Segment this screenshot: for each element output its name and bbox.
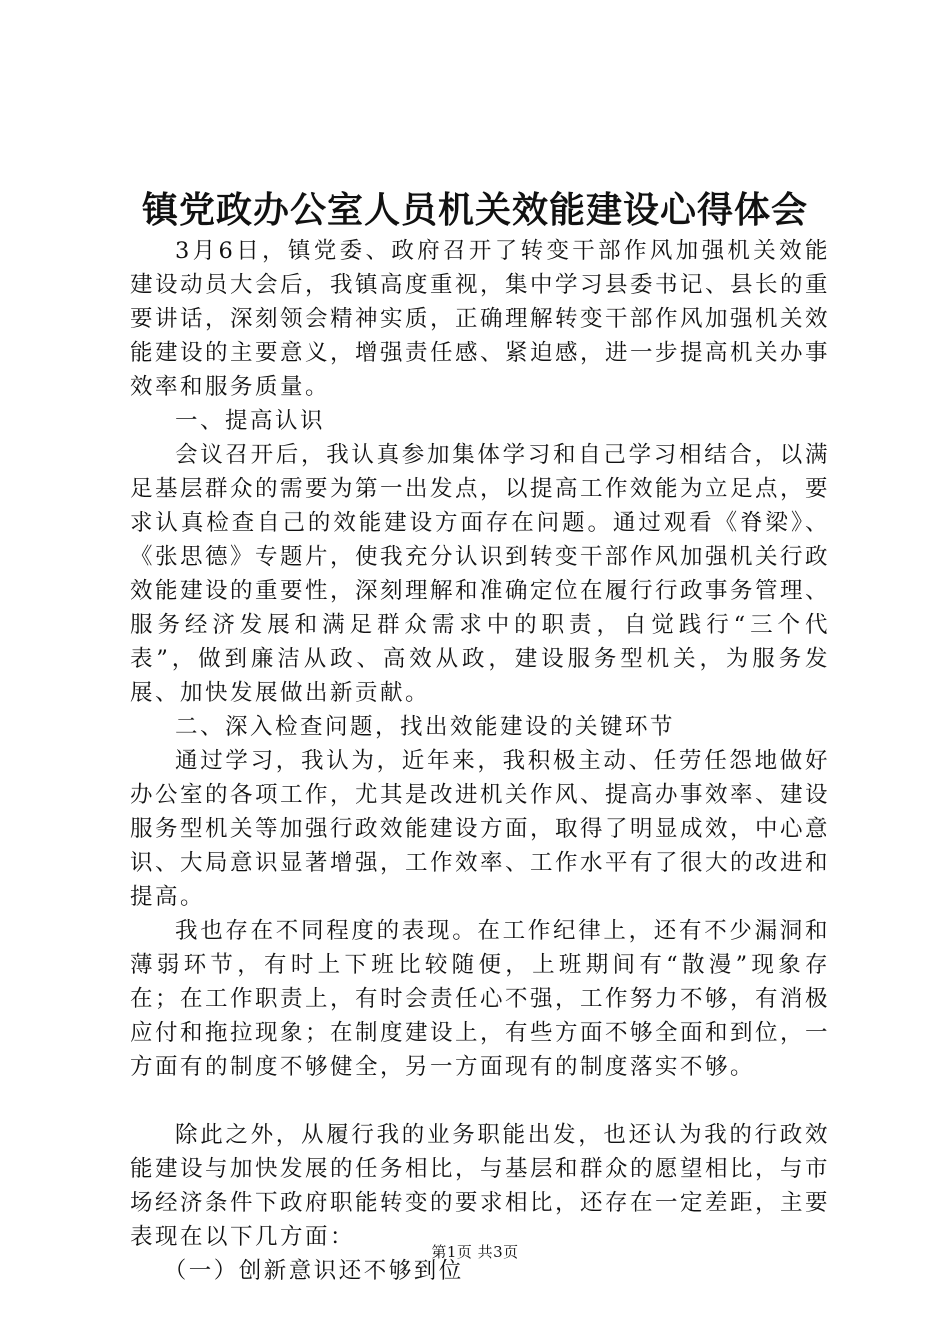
paragraph-section-2c: 除此之外，从履行我的业务职能出发，也还认为我的行政效能建设与加快发展的任务相比，与基层和群众的愿望相比，与市场经济条件下政府职能转变的要求相比，还存在一定差距，主要表现在以下几方面： <box>130 1122 831 1250</box>
paragraph-section-2a: 通过学习，我认为，近年来，我积极主动、任劳任怨地做好办公室的各项工作，尤其是改进机关作风、提高办事效率、建设服务型机关等加强行政效能建设方面，取得了明显成效，中心意识、大局意识显著增强，工作效率、工作水平有了很大的改进和提高。 <box>130 748 831 910</box>
paragraph-intro: 3月6日，镇党委、政府召开了转变干部作风加强机关效能建设动员大会后，我镇高度重视，集中学习县委书记、县长的重要讲话，深刻领会精神实质，正确理解转变干部作风加强机关效能建设的主要意义，增强责任感、紧迫感，进一步提高机关办事效率和服务质量。 <box>130 238 831 400</box>
page-footer: 第1页 共3页 <box>431 1243 519 1261</box>
section-heading-1: 一、提高认识 <box>175 408 326 434</box>
paragraph-section-2b: 我也存在不同程度的表现。在工作纪律上，还有不少漏洞和薄弱环节，有时上下班比较随便，上班期间有“散漫”现象存在；在工作职责上，有时会责任心不强，工作努力不够，有消极应付和拖拉现象；在制度建设上，有些方面不够全面和到位，一方面有的制度不够健全，另一方面现有的制度落实不够。 <box>130 918 831 1080</box>
paragraph-section-1: 会议召开后，我认真参加集体学习和自己学习相结合，以满足基层群众的需要为第一出发点，以提高工作效能为立足点，要求认真检查自己的效能建设方面存在问题。通过观看《脊梁》、《张思德》专题片，使我充分认识到转变干部作风加强机关行政效能建设的重要性，深刻理解和准确定位在履行行政事务管理、服务经济发展和满足群众需求中的职责，自觉践行“三个代表”，做到廉洁从政、高效从政，建设服务型机关，为服务发展、加快发展做出新贡献。 <box>130 442 831 706</box>
subsection-heading-1: （一）创新意识还不够到位 <box>163 1258 464 1284</box>
paragraph-gap <box>130 1084 830 1118</box>
document-title: 镇党政办公室人员机关效能建设心得体会 <box>141 189 808 231</box>
document-body <box>130 234 830 1288</box>
section-heading-2: 二、深入检查问题，找出效能建设的关键环节 <box>175 714 676 740</box>
